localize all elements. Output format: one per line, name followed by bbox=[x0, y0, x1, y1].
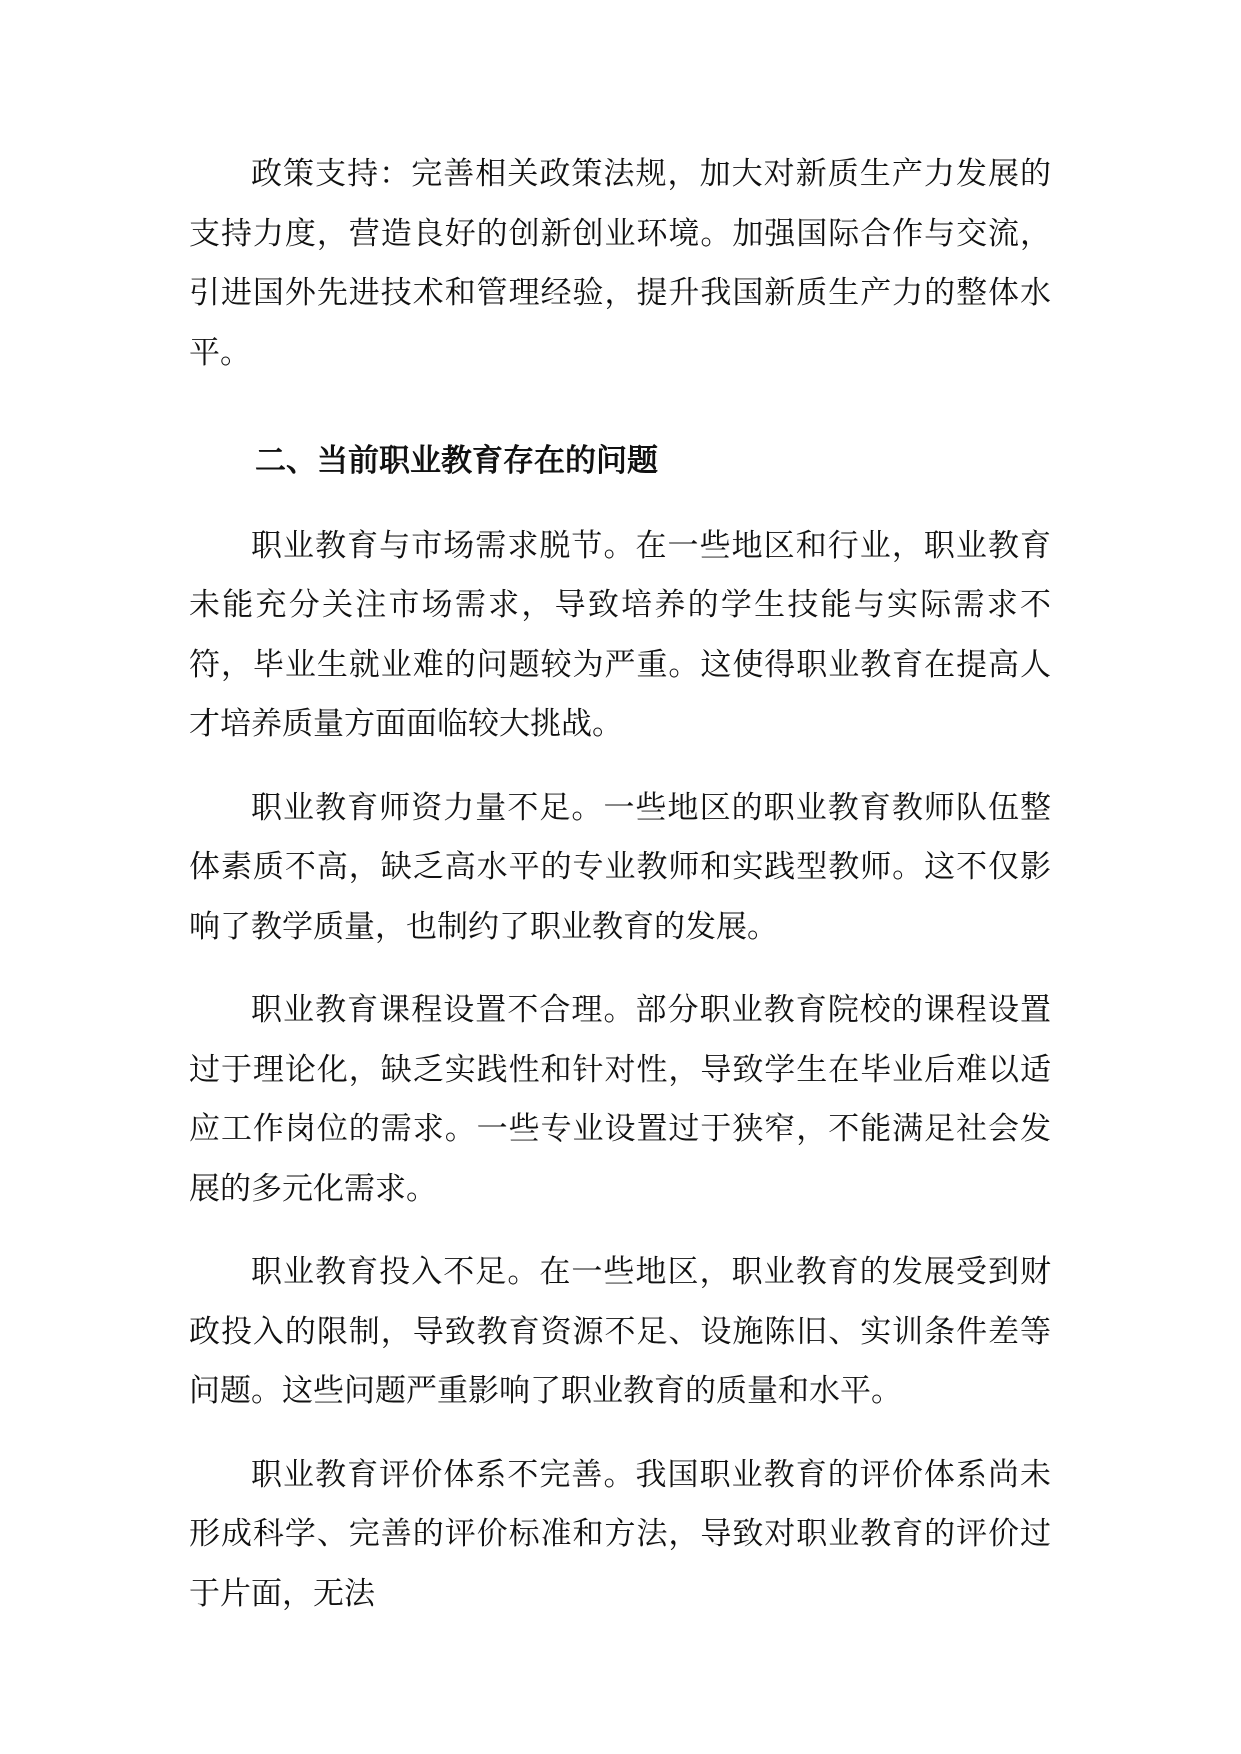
paragraph-curriculum: 职业教育课程设置不合理。部分职业教育院校的课程设置过于理论化，缺乏实践性和针对性，导致学生在毕业后难以适应工作岗位的需求。一些专业设置过于狭窄，不能满足社会发展的多元化需求。 bbox=[189, 992, 1051, 1207]
paragraph-evaluation: 职业教育评价体系不完善。我国职业教育的评价体系尚未形成科学、完善的评价标准和方法，导致对职业教育的评价过于片面，无法 bbox=[189, 1456, 1051, 1612]
paragraph-funding: 职业教育投入不足。在一些地区，职业教育的发展受到财政投入的限制，导致教育资源不足、设施陈旧、实训条件差等问题。这些问题严重影响了职业教育的质量和水平。 bbox=[189, 1254, 1051, 1409]
section-heading: 二、当前职业教育存在的问题 bbox=[255, 443, 658, 479]
document-body bbox=[189, 145, 1051, 1624]
paragraph-teacher-shortage: 职业教育师资力量不足。一些地区的职业教育教师队伍整体素质不高，缺乏高水平的专业教师和实践型教师。这不仅影响了教学质量，也制约了职业教育的发展。 bbox=[189, 789, 1051, 945]
paragraph-policy-support: 政策支持：完善相关政策法规，加大对新质生产力发展的支持力度，营造良好的创新创业环境。加强国际合作与交流，引进国外先进技术和管理经验，提升我国新质生产力的整体水平。 bbox=[189, 156, 1051, 371]
paragraph-market-disconnect: 职业教育与市场需求脱节。在一些地区和行业，职业教育未能充分关注市场需求，导致培养的学生技能与实际需求不符，毕业生就业难的问题较为严重。这使得职业教育在提高人才培养质量方面面临较大挑战。 bbox=[189, 527, 1051, 742]
